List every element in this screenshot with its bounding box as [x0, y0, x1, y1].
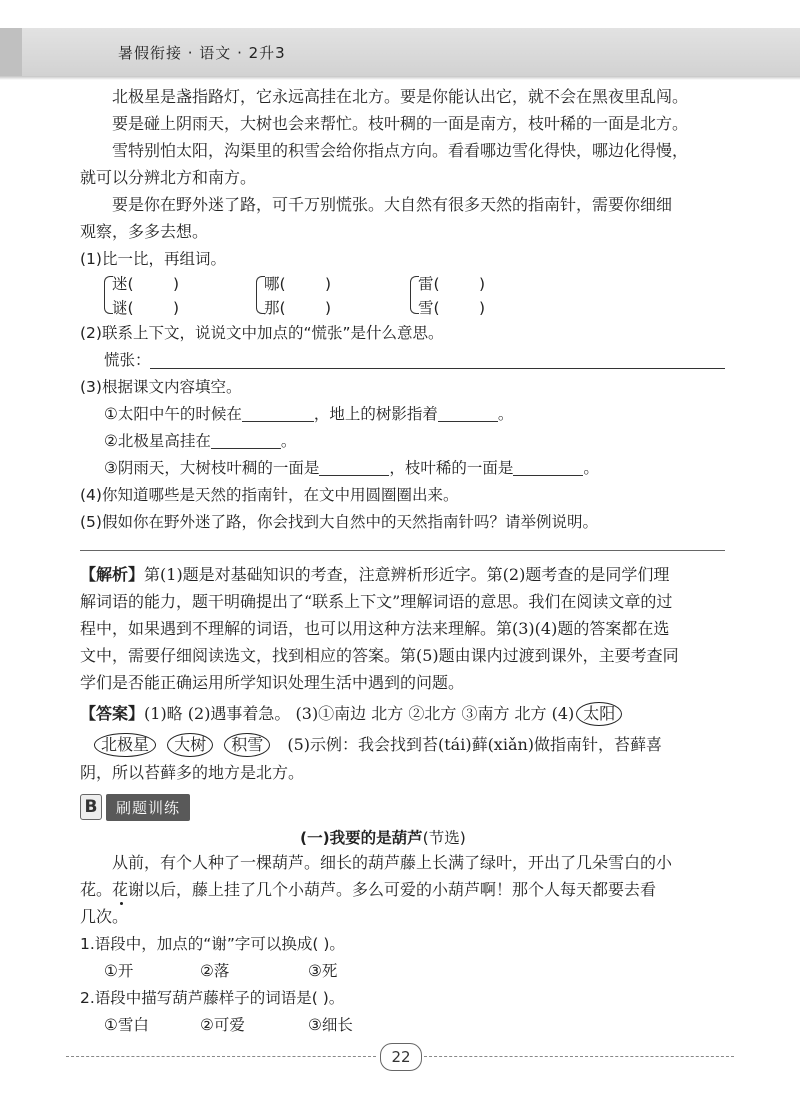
header-title: 暑假衔接 · 语文 · 2升3	[118, 44, 286, 62]
analysis-text: 第(1)题是对基础知识的考查，注意辨析形近字。第(2)题考查的是同学们理	[144, 565, 670, 584]
question-3: (3)根据课文内容填空。	[80, 378, 242, 396]
passage-line: 雪特别怕太阳，沟渠里的积雪会给你指点方向。看看哪边雪化得快，哪边化得慢，	[112, 141, 689, 160]
analysis-line: 学们是否能正确运用所学知识处理生活中遇到的问题。	[80, 673, 465, 692]
answer-text: (5)示例：我会找到苔(tái)藓(xiǎn)做指南针，苔藓喜	[287, 735, 663, 754]
question-3-1	[104, 403, 513, 425]
drill-question-1: 1.语段中，加点的“谢”字可以换成( )。	[80, 935, 345, 953]
emphasis-dot	[120, 902, 123, 905]
text: 。	[497, 405, 514, 423]
analysis-line: 程中，如果遇到不理解的词语，也可以用这种方法来理解。第(3)(4)题的答案都在选	[80, 619, 670, 638]
answer-line-1	[80, 702, 628, 726]
word-item: 哪( )	[264, 275, 332, 293]
passage-line: 花。花谢以后，藤上挂了几个小葫芦。多么可爱的小葫芦啊！那个人每天都要去看	[80, 880, 657, 899]
passage-line: 观察，多多去想。	[80, 222, 209, 241]
analysis-label: 【解析】	[80, 565, 145, 584]
fill-blank[interactable]	[211, 432, 281, 449]
question-4: (4)你知道哪些是天然的指南针，在文中用圆圈圈出来。	[80, 486, 459, 504]
passage-line: 要是你在野外迷了路，可千万别慌张。大自然有很多天然的指南针，需要你细细	[112, 195, 673, 214]
page-number: 22	[380, 1043, 422, 1071]
drill-question-2: 2.语段中描写葫芦藤样子的词语是( )。	[80, 989, 345, 1007]
passage-2-title	[300, 826, 466, 848]
question-1: (1)比一比，再组词。	[80, 250, 226, 268]
passage-line: 几次。	[80, 907, 129, 926]
fill-blank[interactable]	[513, 459, 583, 476]
answer-line-2	[94, 733, 662, 757]
circled-word: 太阳	[576, 702, 622, 726]
passage-line: 就可以分辨北方和南方。	[80, 168, 257, 187]
word-item: 迷( )	[112, 275, 180, 293]
text: 。	[583, 459, 599, 477]
analysis-line: 解词语的能力，题干明确提出了“联系上下文”理解词语的意思。我们在阅读文章的过	[80, 592, 673, 611]
section-b-heading	[80, 794, 190, 820]
question-3-3	[104, 457, 599, 479]
option[interactable]: ③细长	[308, 1016, 353, 1034]
question-5: (5)假如你在野外迷了路，你会找到大自然中的天然指南针吗？请举例说明。	[80, 513, 598, 531]
passage-line: 要是碰上阴雨天，大树也会来帮忙。枝叶稠的一面是南方，枝叶稀的一面是北方。	[112, 114, 689, 133]
circled-word: 北极星	[94, 733, 156, 757]
answer-text: (1)略 (2)遇事着急。 (3)①南边 北方 ②北方 ③南方 北方 (4)	[144, 704, 575, 723]
text: ，枝叶稀的一面是	[389, 459, 514, 477]
analysis-line-1	[80, 564, 669, 586]
circled-word: 大树	[167, 733, 213, 757]
passage-line: 从前，有个人种了一棵葫芦。细长的葫芦藤上长满了绿叶，开出了几朵雪白的小	[112, 853, 673, 872]
option[interactable]: ③死	[308, 962, 338, 980]
answer-line[interactable]	[150, 368, 725, 369]
title-text: (一)我要的是葫芦	[300, 829, 423, 847]
fill-blank[interactable]	[242, 405, 314, 422]
word-item: 雪( )	[418, 299, 486, 317]
option[interactable]: ①雪白	[104, 1016, 149, 1034]
text: ③阴雨天，大树枝叶稠的一面是	[104, 459, 320, 477]
answer-line-3: 阴，所以苔藓多的地方是北方。	[80, 763, 305, 782]
header-tab-decoration	[0, 28, 22, 76]
title-note: (节选)	[422, 829, 466, 847]
text: ，地上的树影指着	[313, 405, 438, 423]
analysis-line: 文中，需要仔细阅读选文，找到相应的答案。第(5)题由课内过渡到课外，主要考查同	[80, 646, 679, 665]
option[interactable]: ①开	[104, 962, 134, 980]
fill-blank[interactable]	[319, 459, 389, 476]
text: 。	[280, 432, 297, 450]
word-item: 雷( )	[418, 275, 486, 293]
passage-line: 北极星是盏指路灯，它永远高挂在北方。要是你能认出它，就不会在黑夜里乱闯。	[112, 87, 689, 106]
word-item: 谜( )	[112, 299, 180, 317]
question-3-2	[104, 430, 296, 452]
footer-divider-right	[424, 1056, 734, 1057]
footer-divider-left	[66, 1056, 376, 1057]
answer-label-huangzhang: 慌张：	[104, 351, 151, 369]
text: ②北极星高挂在	[104, 432, 211, 450]
text: ①太阳中午的时候在	[104, 405, 242, 423]
word-item: 那( )	[264, 299, 332, 317]
option[interactable]: ②可爱	[200, 1016, 245, 1034]
circled-word: 积雪	[224, 733, 270, 757]
option[interactable]: ②落	[200, 962, 230, 980]
answer-label: 【答案】	[80, 704, 145, 723]
section-label: 刷题训练	[106, 794, 190, 821]
section-letter: B	[80, 794, 102, 820]
question-2: (2)联系上下文，说说文中加点的“慌张”是什么意思。	[80, 324, 444, 342]
answer-writing-line[interactable]	[80, 550, 725, 551]
fill-blank[interactable]	[438, 405, 498, 422]
